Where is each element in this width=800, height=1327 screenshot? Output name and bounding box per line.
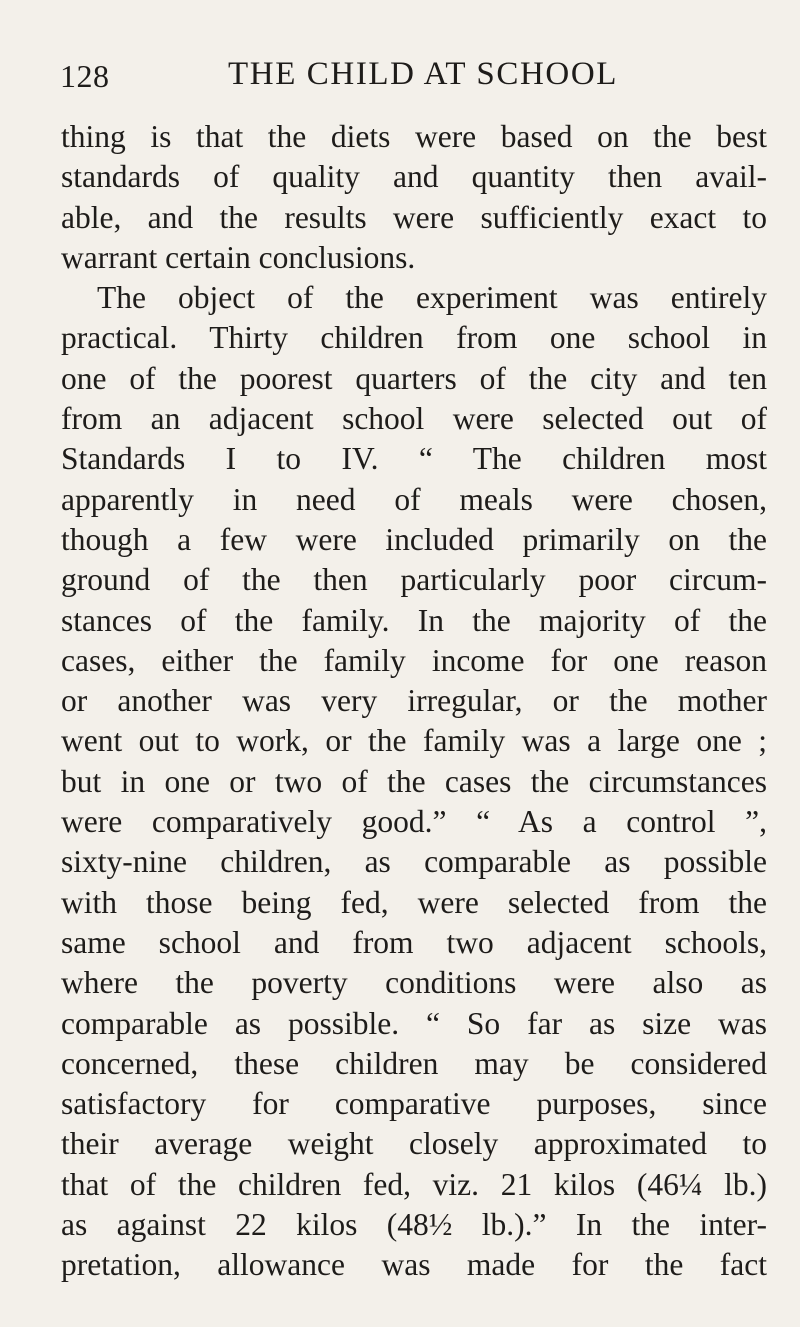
text-line: though a few were included primarily on the bbox=[61, 521, 767, 557]
text-line: thing is that the diets were based on the best bbox=[61, 119, 767, 154]
text-line: sixty-nine children, as comparable as possible bbox=[61, 844, 767, 880]
page-number: 128 bbox=[60, 58, 110, 94]
text-line: where the poverty conditions were also as bbox=[61, 965, 767, 1001]
text-line: concerned, these children may be considered bbox=[61, 1045, 767, 1081]
running-title: THE CHILD AT SCHOOL bbox=[228, 56, 619, 92]
text-line: standards of quality and quantity then avail- bbox=[61, 159, 767, 195]
running-head bbox=[60, 56, 750, 100]
text-line: their average weight closely approximated to bbox=[61, 1126, 767, 1162]
text-line: but in one or two of the cases the circumstances bbox=[61, 763, 767, 799]
text-line: as against 22 kilos (48½ lb.).” In the inter- bbox=[61, 1207, 767, 1243]
text-line: were comparatively good.” “ As a control ”, bbox=[61, 804, 767, 840]
text-line: The object of the experiment was entirely bbox=[97, 280, 767, 316]
text-line: with those being fed, were selected from the bbox=[61, 884, 767, 920]
text-line: one of the poorest quarters of the city and ten bbox=[61, 360, 767, 396]
text-line: cases, either the family income for one reason bbox=[61, 642, 767, 678]
text-line: Standards I to IV. “ The children most bbox=[61, 441, 767, 477]
text-line: that of the children fed, viz. 21 kilos (46¼ lb.) bbox=[61, 1166, 767, 1202]
text-line: able, and the results were sufficiently exact to bbox=[61, 199, 767, 235]
text-line: apparently in need of meals were chosen, bbox=[61, 481, 767, 517]
text-line: from an adjacent school were selected out of bbox=[61, 401, 767, 437]
text-line: pretation, allowance was made for the fact bbox=[61, 1247, 767, 1283]
text-line: went out to work, or the family was a large one ; bbox=[61, 723, 767, 759]
text-line: satisfactory for comparative purposes, since bbox=[61, 1086, 767, 1122]
text-line: stances of the family. In the majority of the bbox=[61, 602, 767, 638]
text-line: ground of the then particularly poor circum- bbox=[61, 562, 767, 598]
text-line: same school and from two adjacent schools, bbox=[61, 924, 767, 960]
text-line: warrant certain conclusions. bbox=[61, 239, 416, 275]
body-text bbox=[61, 117, 767, 1286]
text-line: practical. Thirty children from one school in bbox=[61, 320, 767, 356]
text-line: or another was very irregular, or the mother bbox=[61, 683, 767, 719]
text-line: comparable as possible. “ So far as size was bbox=[61, 1005, 767, 1041]
